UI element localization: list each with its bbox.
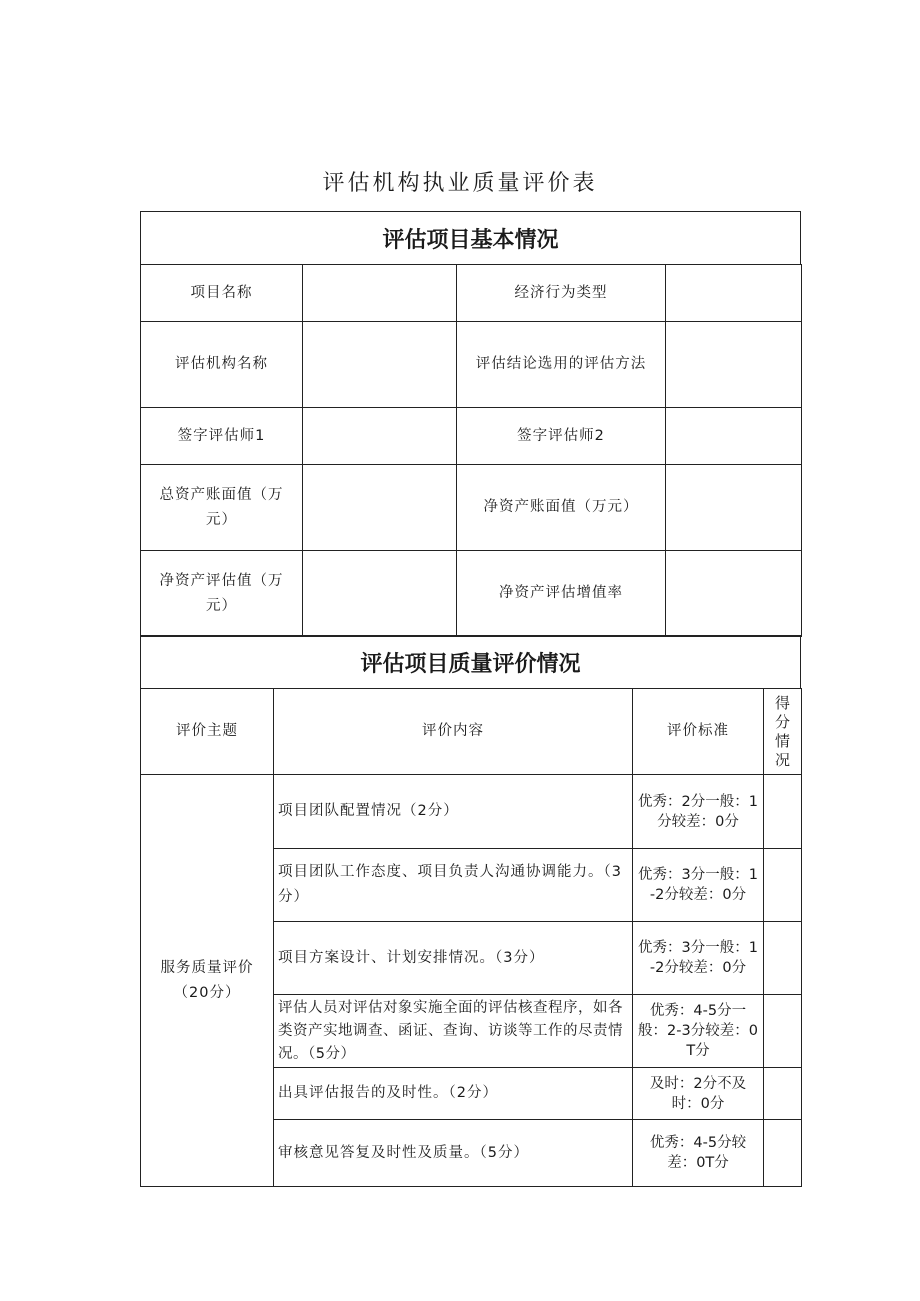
value-valuation-method[interactable] — [666, 322, 802, 408]
label-valuation-method: 评估结论选用的评估方法 — [457, 322, 666, 408]
eval-standard: 优秀：2分一般：1分较差：0分 — [633, 775, 764, 849]
score-cell[interactable] — [764, 849, 802, 922]
eval-content: 审核意见答复及时性及质量。（5分） — [274, 1120, 633, 1187]
eval-standard: 优秀：4-5分较差：0T分 — [633, 1120, 764, 1187]
table-header-row — [141, 689, 802, 775]
label-total-assets-book: 总资产账面值（万元） — [141, 465, 303, 551]
table-row — [141, 775, 802, 849]
value-appreciation-rate[interactable] — [666, 551, 802, 637]
value-agency-name[interactable] — [303, 322, 457, 408]
eval-content: 评估人员对评估对象实施全面的评估核查程序，如各类资产实地调查、函证、查询、访谈等工作的尽责情况。（5分） — [274, 995, 633, 1068]
value-appraiser-1[interactable] — [303, 408, 457, 465]
eval-content: 项目团队工作态度、项目负责人沟通协调能力。（3分） — [274, 849, 633, 922]
label-appraiser-1: 签字评估师1 — [141, 408, 303, 465]
value-project-name[interactable] — [303, 265, 457, 322]
label-net-assets-valuation: 净资产评估值（万元） — [141, 551, 303, 637]
table-row — [141, 322, 802, 408]
eval-standard: 优秀：4-5分一般：2-3分较差：0T分 — [633, 995, 764, 1068]
label-economic-behavior-type: 经济行为类型 — [457, 265, 666, 322]
value-total-assets-book[interactable] — [303, 465, 457, 551]
table-row — [141, 465, 802, 551]
table-row — [141, 265, 802, 322]
table-row — [141, 408, 802, 465]
label-net-assets-book: 净资产账面值（万元） — [457, 465, 666, 551]
label-project-name: 项目名称 — [141, 265, 303, 322]
eval-standard: 优秀：3分一般：1-2分较差：0分 — [633, 922, 764, 995]
label-agency-name: 评估机构名称 — [141, 322, 303, 408]
document-title: 评估机构执业质量评价表 — [322, 171, 598, 196]
basic-info-heading: 评估项目基本情况 — [140, 211, 801, 265]
eval-content: 项目团队配置情况（2分） — [274, 775, 633, 849]
label-appreciation-rate: 净资产评估增值率 — [457, 551, 666, 637]
table-row — [141, 551, 802, 637]
score-cell[interactable] — [764, 775, 802, 849]
eval-standard: 优秀：3分一般：1-2分较差：0分 — [633, 849, 764, 922]
value-net-assets-valuation[interactable] — [303, 551, 457, 637]
theme-service-quality: 服务质量评价（20分） — [141, 775, 274, 1187]
header-score: 得分情况 — [764, 689, 802, 775]
score-cell[interactable] — [764, 922, 802, 995]
quality-eval-table — [140, 688, 802, 1187]
header-content: 评价内容 — [274, 689, 633, 775]
score-cell[interactable] — [764, 995, 802, 1068]
score-cell[interactable] — [764, 1068, 802, 1120]
header-standard: 评价标准 — [633, 689, 764, 775]
eval-content: 项目方案设计、计划安排情况。（3分） — [274, 922, 633, 995]
score-cell[interactable] — [764, 1120, 802, 1187]
basic-info-table — [140, 264, 802, 637]
header-theme: 评价主题 — [141, 689, 274, 775]
eval-content: 出具评估报告的及时性。（2分） — [274, 1068, 633, 1120]
label-appraiser-2: 签字评估师2 — [457, 408, 666, 465]
value-economic-behavior-type[interactable] — [666, 265, 802, 322]
value-net-assets-book[interactable] — [666, 465, 802, 551]
eval-standard: 及时：2分不及时：0分 — [633, 1068, 764, 1120]
quality-eval-heading: 评估项目质量评价情况 — [140, 635, 801, 689]
value-appraiser-2[interactable] — [666, 408, 802, 465]
